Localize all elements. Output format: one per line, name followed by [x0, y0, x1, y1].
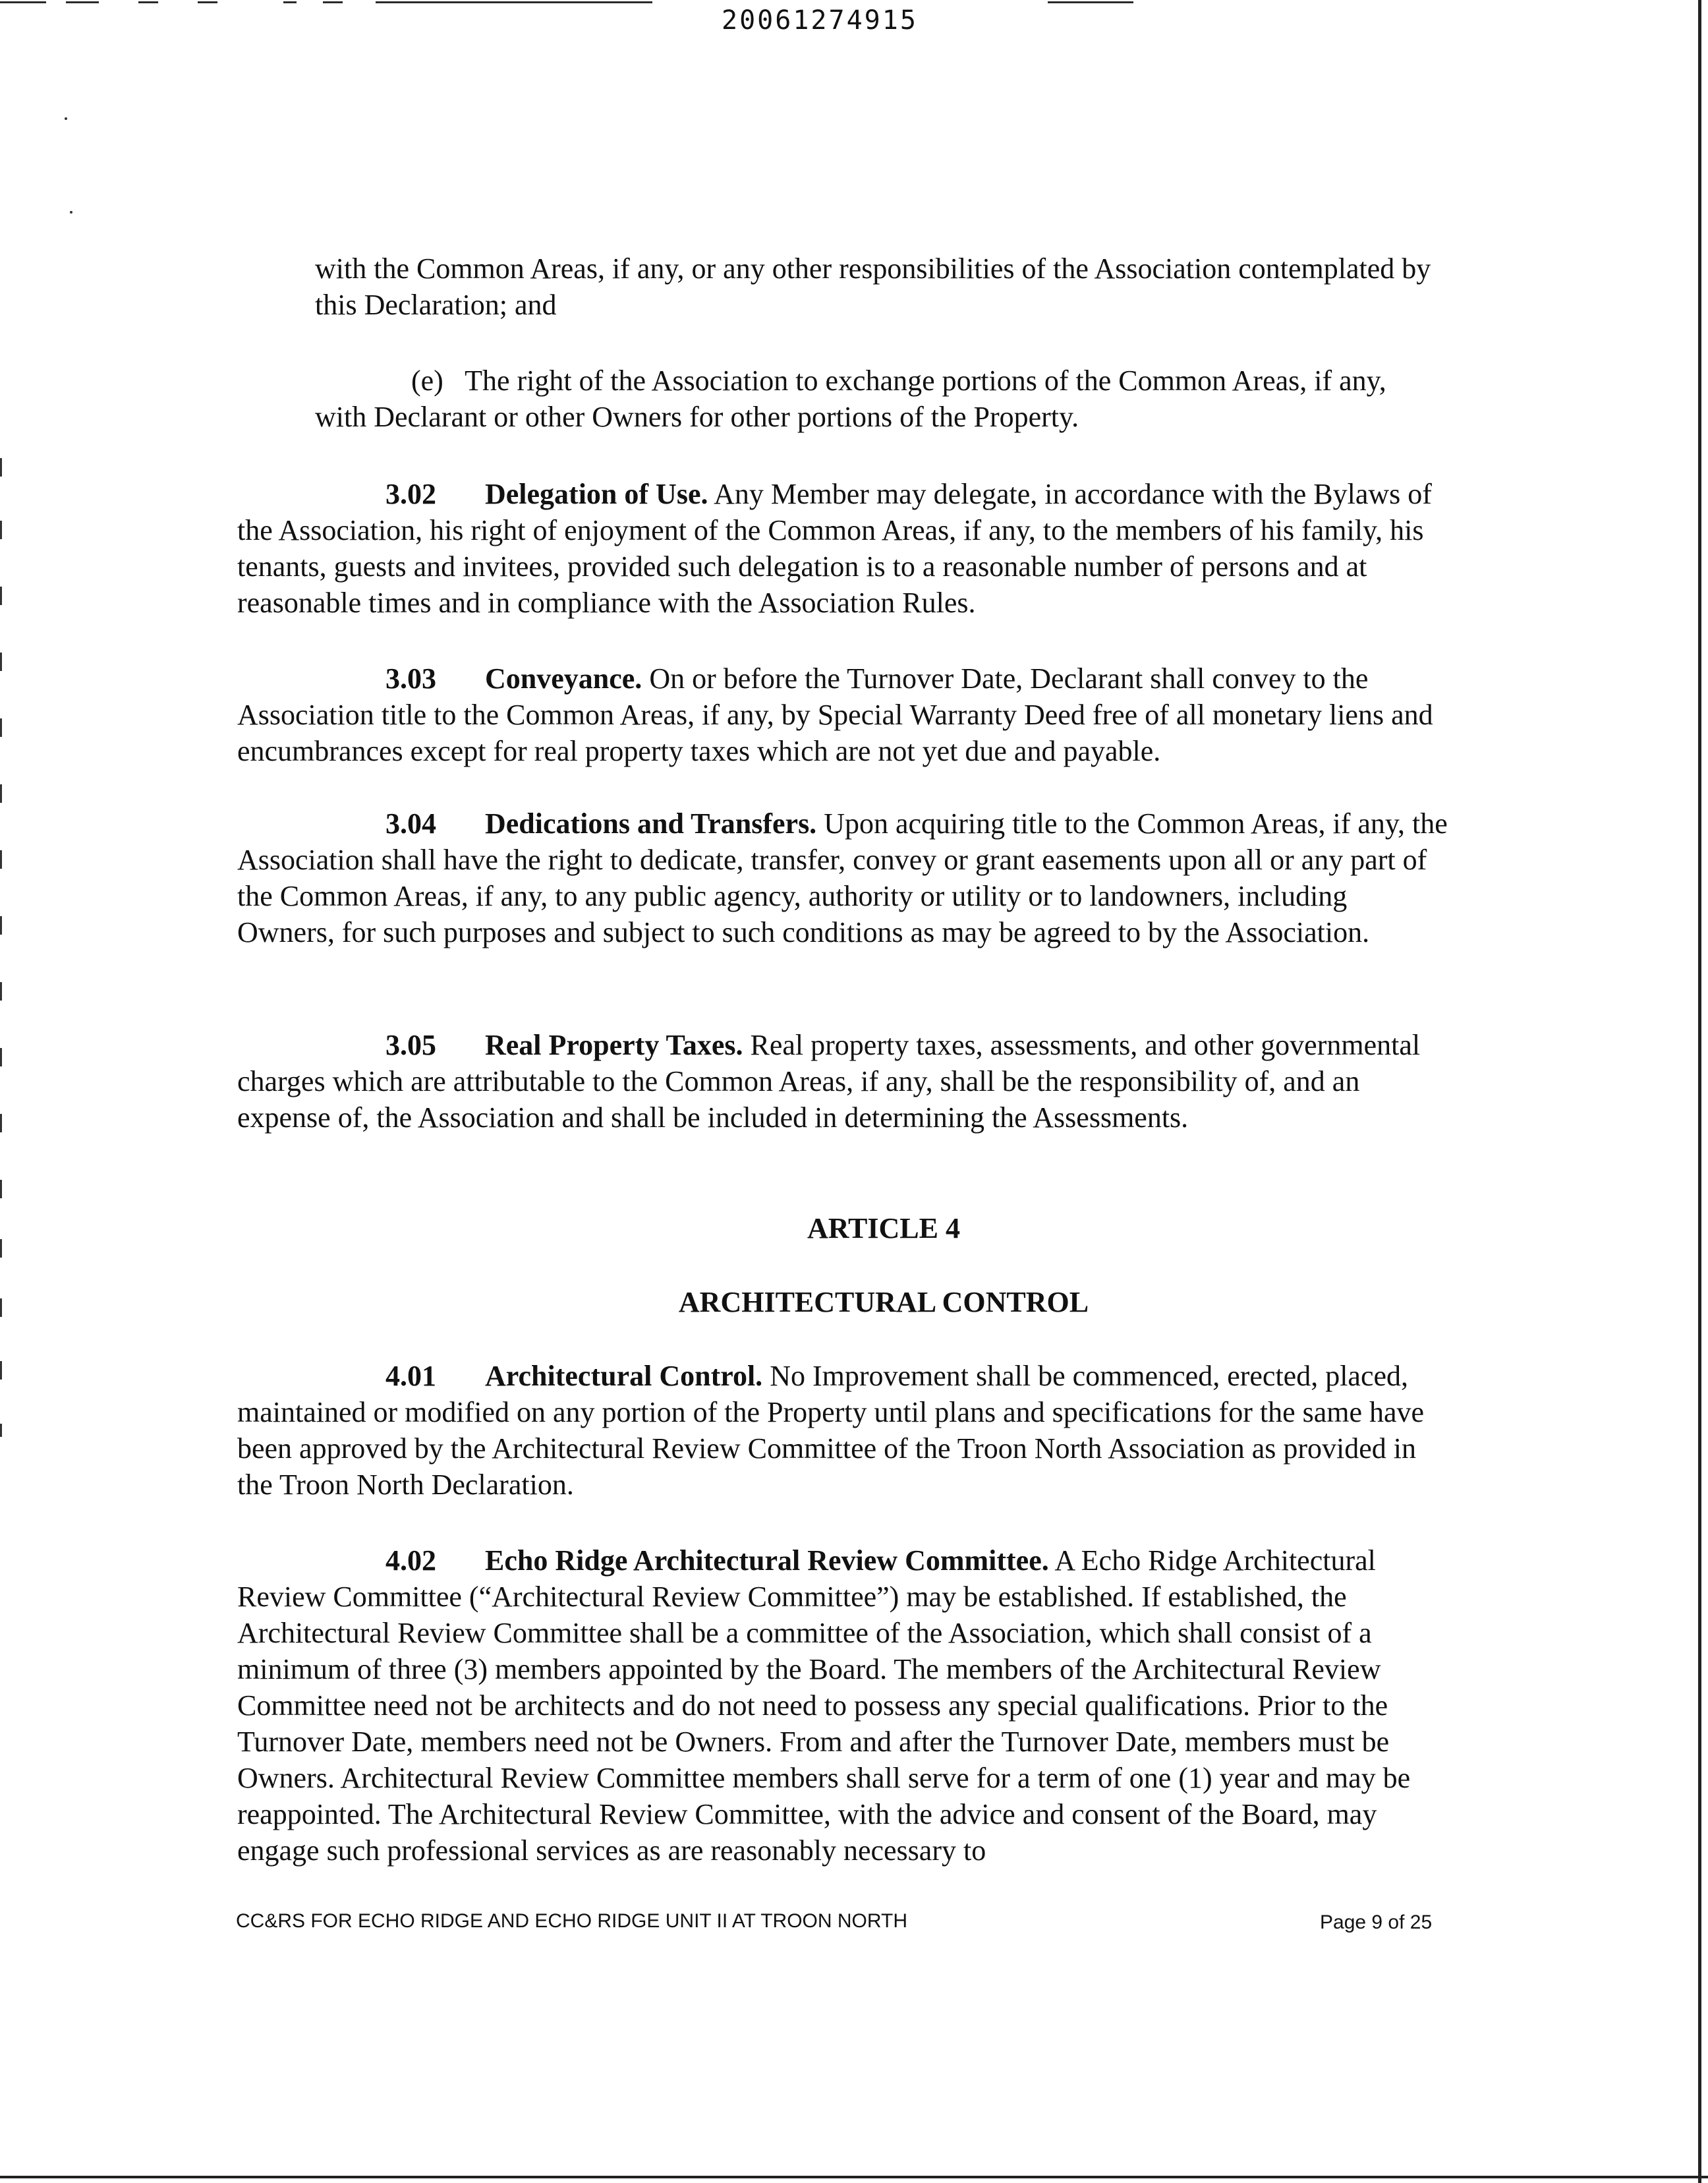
margin-tick: [0, 718, 2, 737]
footer-title: CC&RS FOR ECHO RIDGE AND ECHO RIDGE UNIT II AT TROON NORTH: [236, 1910, 908, 1932]
scan-rule-gap: [158, 0, 198, 5]
scan-rule-gap: [46, 0, 66, 5]
scan-rule-gap: [297, 0, 323, 5]
section-number: 3.03: [385, 662, 436, 695]
scan-speck: [70, 211, 72, 214]
section-title: Echo Ridge Architectural Review Committee.: [485, 1544, 1049, 1577]
section-title: Delegation of Use.: [485, 478, 708, 510]
section-text: Upon acquiring title to the Common Areas, if any, the Association shall have the right to dedicate, transfer, convey or grant easements upon all or any part of the Common Areas, if any, to any public agency, authority or utility or to landowners, including Owners, for such purposes and subject to such conditions as may be agreed to by the Association.: [237, 807, 1448, 948]
continuation-paragraph: [315, 250, 1435, 323]
section-title: Conveyance.: [485, 662, 642, 695]
section-number: 3.02: [385, 478, 436, 510]
scan-rule-gap: [217, 0, 283, 5]
section-text: A Echo Ridge Architectural Review Committee (“Architectural Review Committee”) may be established. If established, the Architectural Review Committee shall be a committee of the Association, which shall consist of a minimum of three (3) members appointed by the Board. The members of the Architectural Review Committee need not be architects and do not need to possess any special qualifications. Prior to the Turnover Date, members need not be Owners. From and after the Turnover Date, members must be Owners. Architectural Review Committee members shall serve for a term of one (1) year and may be reappointed. The Architectural Review Committee, with the advice and consent of the Board, may engage such professional services as are reasonably necessary to: [237, 1544, 1411, 1867]
section-4-01: [237, 1358, 1450, 1503]
margin-tick: [0, 850, 2, 869]
section-title: Architectural Control.: [485, 1360, 763, 1392]
section-number: 4.01: [385, 1360, 436, 1392]
section-text: On or before the Turnover Date, Declarant shall convey to the Association title to the Common Areas, if any, by Special Warranty Deed free of all monetary liens and encumbrances except for real property taxes which are not yet due and payable.: [237, 662, 1433, 767]
margin-tick: [0, 784, 2, 803]
section-title: Real Property Taxes.: [485, 1029, 743, 1061]
section-4-02: [237, 1542, 1450, 1869]
margin-tick: [0, 1114, 2, 1132]
margin-tick: [0, 916, 2, 935]
section-title: Dedications and Transfers.: [485, 807, 817, 840]
continuation-text: with the Common Areas, if any, or any other responsibilities of the Association contemplated by this Declaration; and: [315, 252, 1431, 321]
section-number: 4.02: [385, 1544, 436, 1577]
item-e-label: (e): [411, 364, 443, 397]
section-number: 3.05: [385, 1029, 436, 1061]
document-number: 20061274915: [722, 5, 918, 36]
item-e: [315, 363, 1435, 435]
margin-tick: [0, 458, 2, 477]
section-3-03: [237, 660, 1450, 769]
margin-tick: [0, 1048, 2, 1066]
section-3-02: [237, 476, 1450, 621]
article-title: ARCHITECTURAL CONTROL: [678, 1286, 1089, 1318]
scan-right-border: [1698, 0, 1701, 2183]
margin-tick: [0, 1361, 2, 1380]
section-text: No Improvement shall be commenced, erected, placed, maintained or modified on any portion of the Property until plans and specifications for the same have been approved by the Architectural Review Committee of the Troon North Association as provided in the Troon North Declaration.: [237, 1360, 1425, 1501]
footer-page-number: Page 9 of 25: [1320, 1911, 1433, 1933]
margin-tick: [0, 521, 2, 539]
article-heading: ARTICLE 4: [807, 1212, 960, 1244]
item-e-text: The right of the Association to exchange portions of the Common Areas, if any, with Declarant or other Owners for other portions of the Property.: [315, 364, 1386, 433]
section-3-05: [237, 1027, 1450, 1136]
scan-rule-gap: [652, 0, 1048, 5]
scan-rule-gap: [99, 0, 138, 5]
section-3-04: [237, 805, 1450, 950]
scan-bottom-rule: [0, 2176, 1708, 2178]
scan-speck: [65, 117, 67, 120]
section-text: Real property taxes, assessments, and other governmental charges which are attributable to the Common Areas, if any, shall be the responsibility of, and an expense of, the Association and shall be included in determining the Assessments.: [237, 1029, 1421, 1134]
margin-tick: [0, 653, 2, 671]
section-number: 3.04: [385, 807, 436, 840]
margin-tick: [0, 587, 2, 605]
margin-tick: [0, 1424, 2, 1437]
margin-tick: [0, 1180, 2, 1198]
margin-tick: [0, 982, 2, 1001]
section-text: Any Member may delegate, in accordance with the Bylaws of the Association, his right of enjoyment of the Common Areas, if any, to the members of his family, his tenants, guests and invitees, provided such delegation is to a reasonable number of persons and at reasonable times and in compliance with the Association Rules.: [237, 478, 1432, 619]
scan-rule-gap: [343, 0, 376, 5]
